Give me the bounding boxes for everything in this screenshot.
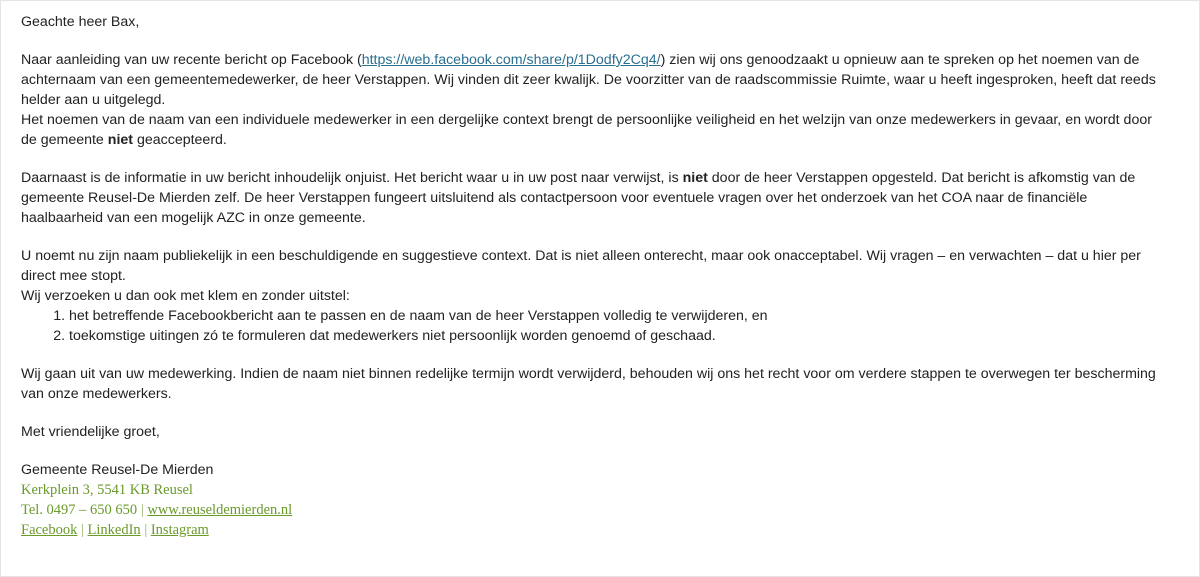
paragraph-intro-text-2: ) zien wij ons genoodzaakt u opnieuw aan te spreken op het noemen van de achternaam van een gemeentemedewerker, de heer Verstappen. Wij vinden dit zeer kwalijk. De voorzitter van de raadscommissie Ruimte, waar u heeft ingesproken, heeft dat reeds helder aan u uitgelegd. [21, 52, 1156, 108]
paragraph-incorrect-info [21, 168, 1171, 228]
list-item: 1. het betreffende Facebookbericht aan te passen en de naam van de heer Verstappen volledig te verwijderen, en [69, 306, 1171, 326]
email-content [21, 12, 1171, 540]
website-link[interactable]: www.reuseldemierden.nl [147, 502, 293, 518]
paragraph-intro-text-1: Naar aanleiding van uw recente bericht op Facebook ( [21, 52, 362, 68]
separator: | [81, 522, 84, 538]
closing: Met vriendelijke groet, [21, 424, 160, 440]
linkedin-link[interactable]: LinkedIn [87, 522, 141, 538]
separator: | [140, 502, 144, 518]
paragraph-incorrect-info-text-2: door de heer Verstappen opgesteld. Dat bericht is afkomstig van de gemeente Reusel-De Mierden zelf. De heer Verstappen fungeert uitsluitend als contactpersoon voor eventuele vragen over het onderzoek van het COA naar de financiële haalbaarheid van een mogelijk AZC in onze gemeente. [21, 170, 1136, 226]
list-item: 2. toekomstige uitingen zó te formuleren dat medewerkers niet persoonlijk worden genoemd of geschaad. [69, 326, 1171, 346]
signature [21, 460, 1171, 540]
facebook-link[interactable]: Facebook [21, 522, 78, 538]
paragraph-request-intro: Wij verzoeken u dan ook met klem en zonder uitstel: [21, 288, 350, 304]
signature-address: Kerkplein 3, 5541 KB Reusel [21, 482, 193, 498]
separator: | [144, 522, 148, 538]
signature-phone: Tel. 0497 – 650 650 [21, 502, 138, 518]
signature-org: Gemeente Reusel-De Mierden [21, 462, 214, 478]
instagram-link[interactable]: Instagram [150, 522, 209, 538]
emphasis-niet: niet [107, 132, 134, 148]
greeting: Geachte heer Bax, [21, 14, 140, 30]
paragraph-safety-text-2: geaccepteerd. [133, 132, 227, 148]
request-list [21, 306, 1171, 346]
paragraph-safety [21, 110, 1171, 150]
paragraph-intro [21, 50, 1171, 110]
paragraph-demand: U noemt nu zijn naam publiekelijk in een beschuldigende en suggestieve context. Dat is niet alleen onterecht, maar ook onacceptabel. Wij vragen – en verwachten – dat u hier per direct mee stopt. [21, 248, 1141, 284]
signature-social-links [21, 520, 1171, 540]
paragraph-cooperation: Wij gaan uit van uw medewerking. Indien de naam niet binnen redelijke termijn wordt verwijderd, behouden wij ons het recht voor om verdere stappen te overwegen ter bescherming van onze medewerkers. [21, 366, 1156, 402]
paragraph-incorrect-info-text-1: Daarnaast is de informatie in uw bericht inhoudelijk onjuist. Het bericht waar u in uw post naar verwijst, is [21, 170, 683, 186]
paragraph-safety-text-1: Het noemen van de naam van een individuele medewerker in een dergelijke context brengt de persoonlijke veiligheid en het welzijn van onze medewerkers in gevaar, en wordt door de gemeente [21, 112, 1152, 148]
facebook-post-link[interactable]: https://web.facebook.com/share/p/1Dodfy2Cq4/ [361, 52, 661, 68]
emphasis-niet: niet [682, 170, 708, 186]
signature-contact-line [21, 500, 1171, 520]
